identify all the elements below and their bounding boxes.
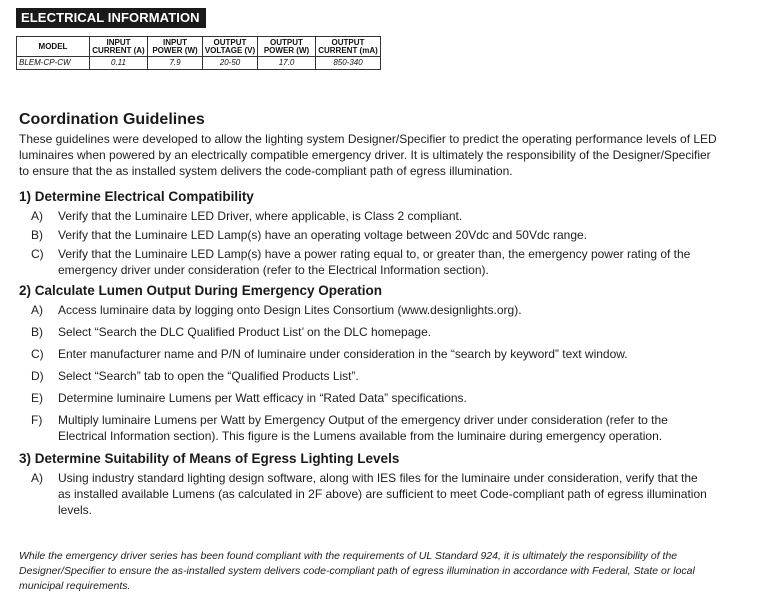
item-text: Select “Search the DLC Qualified Product List’ on the DLC homepage. (58, 325, 432, 339)
item-letter: D) (31, 369, 44, 383)
item-letter: C) (31, 347, 44, 361)
list-item (19, 470, 708, 518)
step-2-list (19, 302, 759, 444)
header-input-current (90, 37, 148, 57)
header-model (17, 37, 90, 57)
cell-output-voltage: 20-50 (203, 57, 258, 70)
item-letter: E) (31, 391, 43, 405)
step-2-title: 2) Calculate Lumen Output During Emergency Operation (19, 283, 383, 298)
cell-input-power: 7.9 (148, 57, 203, 70)
list-item (19, 390, 708, 406)
list-item (19, 208, 708, 224)
header-line: VOLTAGE (V) (204, 45, 256, 55)
section-title: ELECTRICAL INFORMATION (21, 10, 200, 25)
coordination-guidelines (19, 110, 759, 518)
cell-output-current: 850-340 (316, 57, 381, 70)
cell-input-current: 0.11 (90, 57, 148, 70)
header-output-current (316, 37, 381, 57)
item-letter: A) (31, 303, 43, 317)
item-letter: B) (31, 228, 43, 242)
item-letter: A) (31, 209, 43, 223)
item-text: Determine luminaire Lumens per Watt efficacy in “Rated Data” specifications. (58, 391, 467, 405)
item-text: Multiply luminaire Lumens per Watt by Emergency Output of the emergency driver under consideration (refer to the Electrical Information section). This figure is the Lumens available from the luminaire during emergency operation. (58, 413, 668, 443)
step-3-title: 3) Determine Suitability of Means of Egress Lighting Levels (19, 451, 400, 466)
header-line: POWER (W) (263, 45, 310, 55)
cell-model: BLEM-CP-CW (17, 57, 90, 70)
list-item (19, 302, 708, 318)
header-line: POWER (W) (152, 45, 198, 55)
header-output-voltage (203, 37, 258, 57)
electrical-information-header (16, 8, 206, 28)
item-letter: A) (31, 471, 43, 485)
item-letter: F) (31, 413, 43, 427)
item-text: Verify that the Luminaire LED Lamp(s) have a power rating equal to, or greater than, the emergency power rating of the emergency driver under consideration (refer to the Electrical Information section). (58, 247, 691, 277)
item-text: Using industry standard lighting design software, along with IES files for the luminaire under consideration, verify that the as installed available Lumens (as calculated in 2F above) are sufficient to meet Code-compliant path of egress illumination levels. (58, 471, 707, 517)
table-row (17, 57, 381, 70)
header-line: CURRENT (A) (92, 45, 145, 55)
header-line: CURRENT (mA) (318, 45, 378, 55)
header-input-power (148, 37, 203, 57)
guidelines-intro: These guidelines were developed to allow the lighting system Designer/Specifier to predict the operating performance levels of LED luminaires when powered by an electrically compatible emergency driver. It is ultimately the responsibility of the Designer/Specifier to ensure that the as installed system delivers the code-compliant path of egress illumination. (19, 132, 717, 178)
header-line: OUTPUT (213, 37, 247, 47)
item-text: Access luminaire data by logging onto Design Lites Consortium (www.designlights.org). (58, 303, 522, 317)
list-item (19, 346, 708, 362)
list-item (19, 246, 708, 278)
header-line: OUTPUT (270, 37, 303, 47)
item-letter: B) (31, 325, 43, 339)
step-3-list (19, 470, 759, 518)
header-model-label: MODEL (38, 41, 68, 51)
table-header-row (17, 37, 381, 57)
list-item (19, 324, 708, 340)
header-output-power (258, 37, 316, 57)
list-item (19, 227, 708, 243)
item-text: Enter manufacturer name and P/N of luminaire under consideration in the “search by keyword” text window. (58, 347, 628, 361)
item-letter: C) (31, 247, 44, 261)
header-line: OUTPUT (331, 37, 365, 47)
header-line: INPUT (163, 37, 187, 47)
guidelines-title: Coordination Guidelines (19, 111, 205, 128)
item-text: Select “Search” tab to open the “Qualified Products List”. (58, 369, 359, 383)
step-1-list (19, 208, 759, 278)
header-line: INPUT (106, 37, 131, 47)
item-text: Verify that the Luminaire LED Lamp(s) have an operating voltage between 20Vdc and 50Vdc range. (58, 228, 588, 242)
list-item (19, 368, 708, 384)
cell-output-power: 17.0 (258, 57, 316, 70)
compliance-footnote: While the emergency driver series has been found compliant with the requirements of UL Standard 924, it is ultimately the responsibility of the Designer/Specifier to ensure the as-installed system delivers code-compliant path of egress illumination in accordance with Federal, State or local municipal requirements. (19, 549, 695, 592)
step-1-title: 1) Determine Electrical Compatibility (19, 189, 254, 204)
electrical-info-table (16, 36, 381, 70)
list-item (19, 412, 708, 444)
item-text: Verify that the Luminaire LED Driver, where applicable, is Class 2 compliant. (58, 209, 463, 223)
